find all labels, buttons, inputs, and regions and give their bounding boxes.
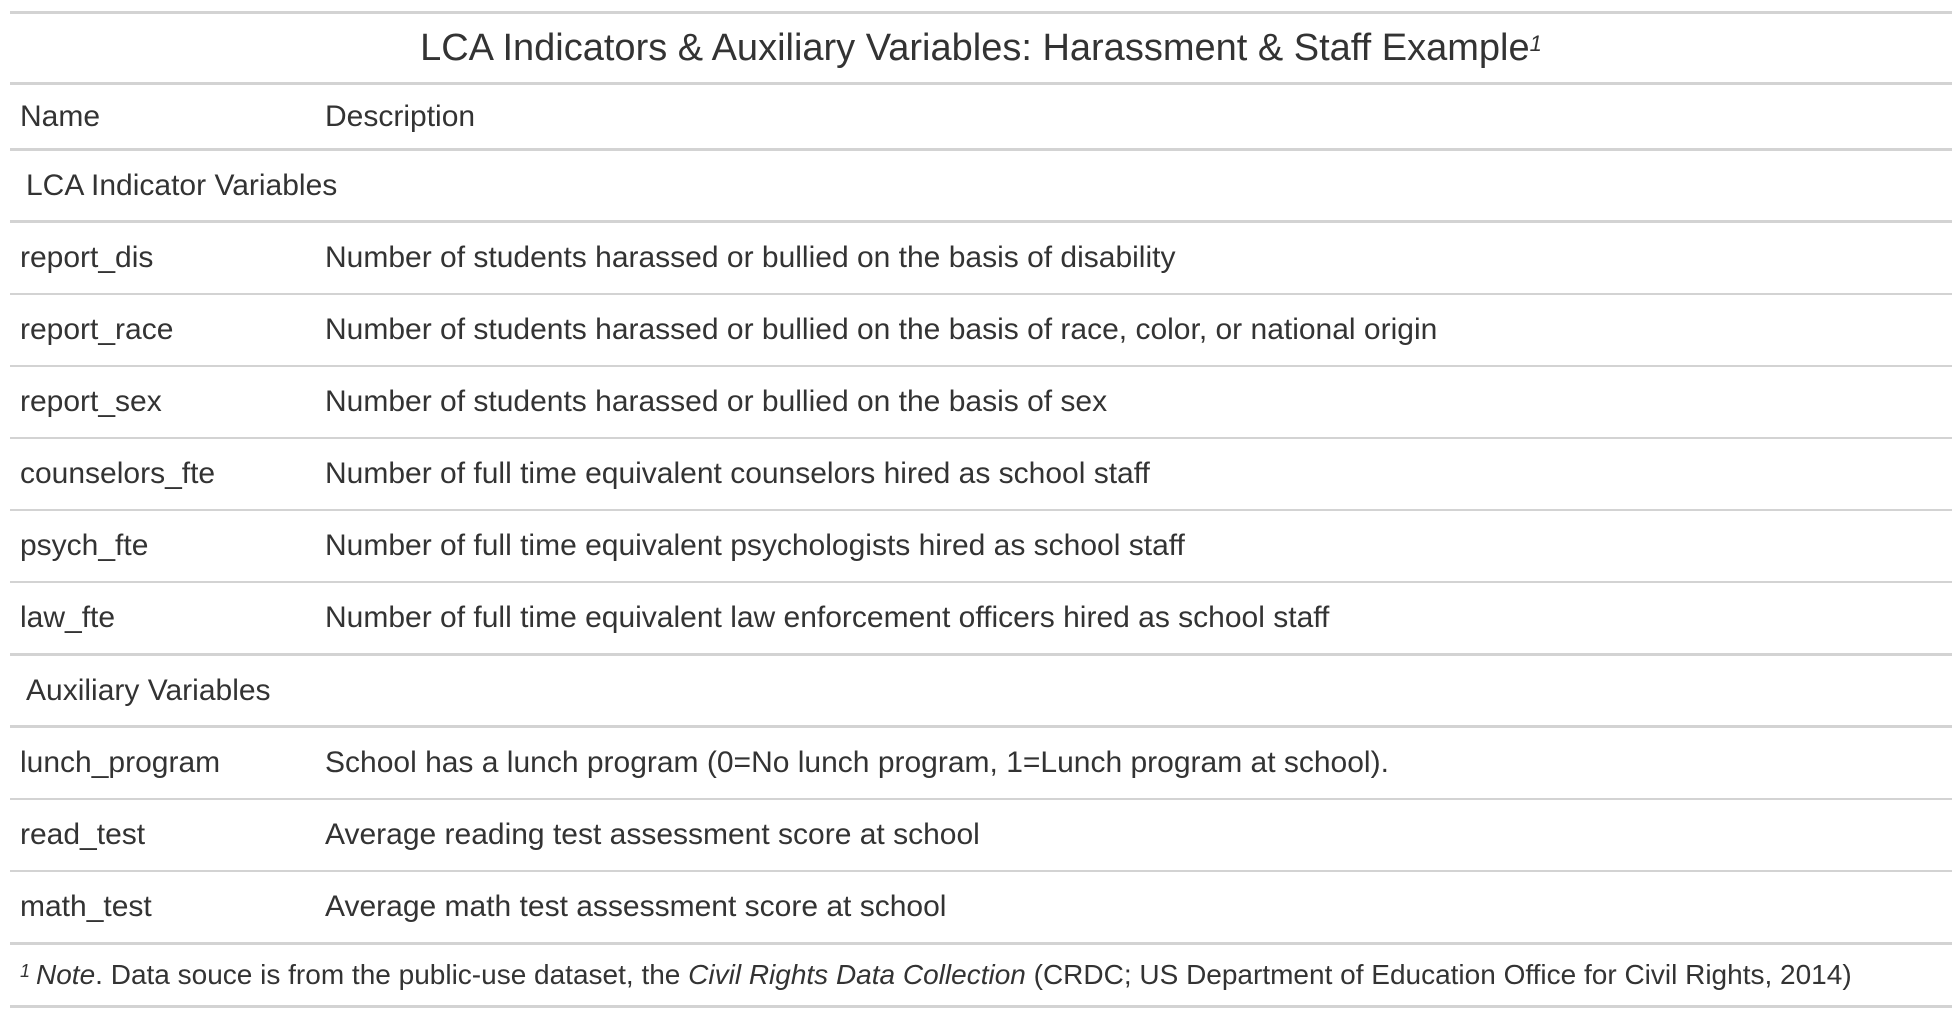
variable-name: psych_fte	[20, 529, 149, 562]
variable-description: Number of full time equivalent law enforcement officers hired as school staff	[325, 601, 1330, 634]
column-header-row	[10, 85, 1952, 148]
table-title	[10, 14, 1952, 82]
footnote-text-before: . Data souce is from the public-use dataset, the	[95, 959, 689, 990]
table-title-text: LCA Indicators & Auxiliary Variables: Harassment & Staff Example	[420, 26, 1530, 69]
table-row	[10, 583, 1952, 653]
table-footnote	[10, 945, 1952, 1005]
variable-name: lunch_program	[20, 746, 221, 779]
table-row	[10, 511, 1952, 581]
variable-name: law_fte	[20, 601, 116, 634]
table-bottom-rule	[10, 1005, 1952, 1008]
footnote-source-title: Civil Rights Data Collection	[688, 959, 1026, 990]
variable-name: report_sex	[20, 385, 162, 418]
group-label-auxiliary: Auxiliary Variables	[26, 673, 271, 707]
table-row	[10, 800, 1952, 870]
table-row	[10, 872, 1952, 942]
variable-description: Number of full time equivalent counselors hired as school staff	[325, 457, 1150, 490]
variable-description: Number of students harassed or bullied on the basis of sex	[325, 385, 1108, 418]
variable-name: math_test	[20, 890, 152, 923]
table-row	[10, 295, 1952, 365]
variable-name: report_dis	[20, 241, 154, 274]
variable-name: read_test	[20, 818, 146, 851]
table-row	[10, 367, 1952, 437]
column-header-name: Name	[20, 99, 101, 133]
title-footnote-mark: 1	[1529, 31, 1542, 56]
group-label-indicators: LCA Indicator Variables	[26, 168, 338, 202]
variable-description: Number of full time equivalent psychologists hired as school staff	[325, 529, 1185, 562]
footnote-text-after: (CRDC; US Department of Education Office for Civil Rights, 2014)	[1025, 959, 1852, 990]
variable-description: Number of students harassed or bullied on the basis of disability	[325, 241, 1176, 274]
column-header-description: Description	[325, 99, 476, 133]
variable-description: Number of students harassed or bullied on the basis of race, color, or national origin	[325, 313, 1438, 346]
variable-description: Average reading test assessment score at school	[325, 818, 980, 851]
table-row	[10, 223, 1952, 293]
footnote-note-label: Note	[36, 959, 96, 990]
variables-table	[10, 11, 1952, 1008]
variable-description: School has a lunch program (0=No lunch program, 1=Lunch program at school).	[325, 746, 1389, 779]
table-row	[10, 439, 1952, 509]
variable-name: report_race	[20, 313, 174, 346]
variable-name: counselors_fte	[20, 457, 216, 490]
table-row	[10, 728, 1952, 798]
variable-description: Average math test assessment score at school	[325, 890, 947, 923]
footnote-mark: 1	[20, 960, 31, 981]
